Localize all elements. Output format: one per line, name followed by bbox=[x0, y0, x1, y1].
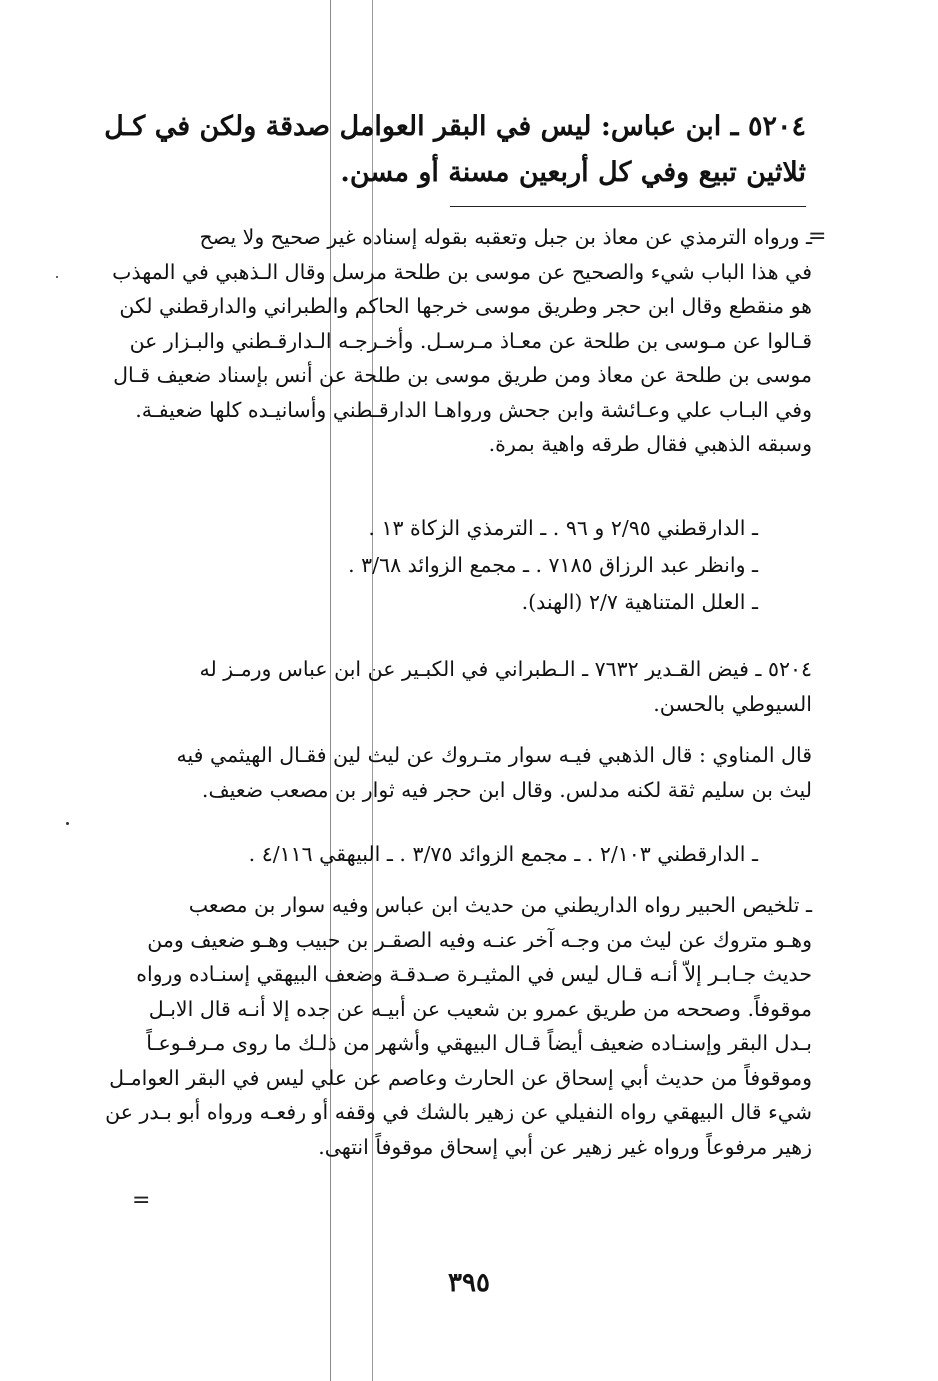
reference-line: ـ الدارقطني ٢/١٠٣ . ـ مجمع الزوائد ٣/٧٥ . ـ البيهقي ٤/١١٦ . bbox=[248, 842, 758, 866]
hadith-number: ٥٢٠٤ ـ bbox=[730, 111, 806, 142]
commentary-paragraph bbox=[136, 738, 812, 807]
commentary-line: حديث جـابـر إلاّ أنـه قـال ليس في المثيـرة صـدقـة وضعف البيهقي إسنـاده ورواه bbox=[136, 962, 812, 986]
commentary-line: وسبقه الذهبي فقال طرقه واهية بمرة. bbox=[488, 432, 812, 456]
hadith-line bbox=[104, 104, 806, 150]
footnote-separator bbox=[450, 206, 806, 207]
commentary-line: ـ تلخيص الحبير رواه الداريطني من حديث ابن عباس وفيه سوار بن مصعب bbox=[188, 893, 812, 917]
hadith-narrator: ابن عباس: bbox=[600, 111, 722, 142]
commentary-line: زهير مرفوعاً ورواه غير زهير عن أبي إسحاق موقوفاً انتهى. bbox=[318, 1134, 812, 1159]
page-number: ٣٩٥ bbox=[448, 1268, 490, 1298]
commentary-line: ٥٢٠٤ ـ فيض القـدير ٧٦٣٢ ـ الـطبراني في الكبـير عن ابن عباس ورمـز له bbox=[199, 657, 812, 681]
commentary-paragraph bbox=[136, 652, 812, 721]
hadith-text-line: ثلاثين تبيع وفي كل أربعين مسنة أو مسن. bbox=[340, 157, 806, 188]
commentary-line: قـالوا عن مـوسى بن طلحة عن معـاذ مـرسـل. وأخـرجـه الـدارقـطني والبـزار عن bbox=[129, 328, 812, 353]
continuation-mark: = bbox=[132, 1188, 151, 1213]
commentary-line: ليث بن سليم ثقة لكنه مدلس. وقال ابن حجر فيه ثوار بن مصعب ضعيف. bbox=[201, 777, 812, 802]
reference-list bbox=[138, 836, 758, 873]
commentary-line: ـ ورواه الترمذي عن معاذ بن جبل وتعقبه بقوله إسناده غير صحيح ولا يصح bbox=[199, 225, 812, 249]
reference-line: ـ وانظر عبد الرزاق ٧١٨٥ . ـ مجمع الزوائد ٣/٦٨ . bbox=[348, 553, 758, 577]
commentary-line: هو منقطع وقال ابن حجر وطريق موسى خرجها الحاكم والطبراني والدارقطني لكن bbox=[119, 294, 812, 318]
reference-list bbox=[138, 510, 758, 621]
commentary-line: شيء قال البيهقي رواه النفيلي عن زهير بالشك في وقفه أو رفعـه ورواه أبو بـدر عن bbox=[105, 1100, 812, 1124]
commentary-paragraph bbox=[112, 220, 812, 462]
hadith-text-line: ليس في البقر العوامل صدقة ولكن في كـل bbox=[104, 111, 592, 142]
commentary-line: السيوطي بالحسن. bbox=[653, 691, 812, 716]
reference-line: ـ الدارقطني ٢/٩٥ و ٩٦ . ـ الترمذي الزكاة ١٣ . bbox=[368, 516, 758, 540]
hadith-text bbox=[104, 104, 806, 196]
commentary-line: وفي البـاب علي وعـائشة وابن جحش ورواهـا الدارقـطني وأسانيـده كلها ضعيفـة. bbox=[135, 397, 812, 422]
commentary-line: بـدل البقر وإسنـاده ضعيف أيضاً قـال البيهقي وأشهر من ذلـك ما روى مـرفـوعـاً bbox=[146, 1031, 812, 1055]
commentary-line: موسى بن طلحة عن معاذ ومن طريق موسى بن طلحة عن أنس بإسناد ضعيف قـال bbox=[113, 363, 812, 387]
reference-line: ـ العلل المتناهية ٢/٧ (الهند). bbox=[521, 590, 758, 614]
commentary-line: وهـو متروك عن ليث من وجـه آخر عنـه وفيه الصقـر بن حبيب وهـو ضعيف ومن bbox=[147, 927, 812, 952]
commentary-line: قال المناوي : قال الذهبي فيـه سوار متـروك عن ليث لين فقـال الهيثمي فيه bbox=[176, 743, 812, 767]
commentary-line: موقوفاً. وصححه من طريق عمرو بن شعيب عن أبيـه عن جده إلا أنـه قال الابـل bbox=[148, 996, 812, 1021]
scan-speck bbox=[66, 822, 69, 825]
commentary-line: وموقوفاً من حديث أبي إسحاق عن الحارث وعاصم عن علي ليس في البقر العوامـل bbox=[109, 1065, 812, 1090]
continuation-mark: = bbox=[808, 224, 827, 249]
scan-speck bbox=[56, 276, 58, 278]
commentary-line: في هذا الباب شيء والصحيح عن موسى بن طلحة مرسل وقال الـذهبي في المهذب bbox=[112, 259, 812, 284]
commentary-paragraph bbox=[105, 888, 812, 1164]
